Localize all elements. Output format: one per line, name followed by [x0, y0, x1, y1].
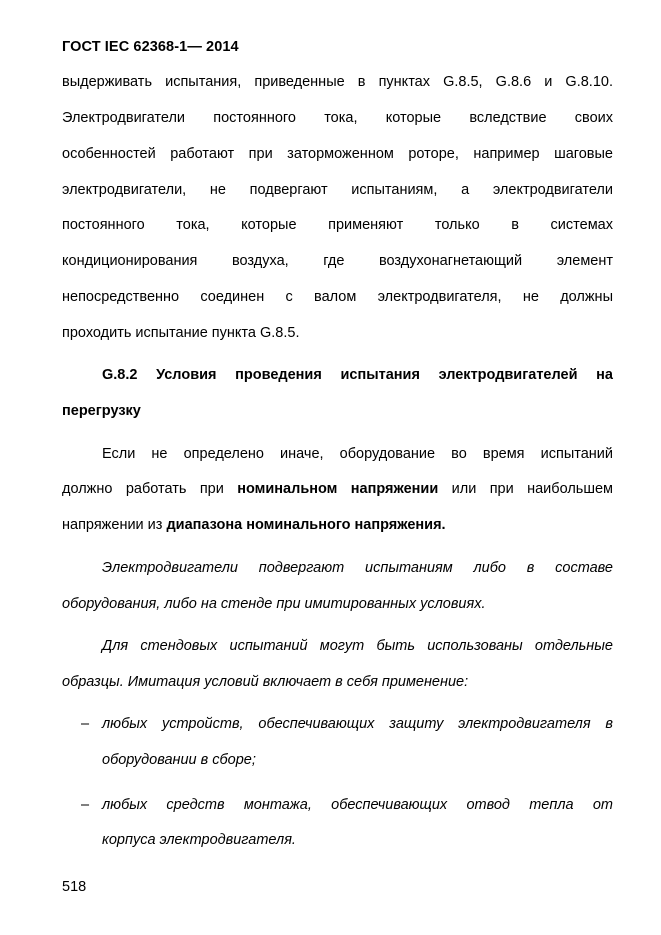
- italic-paragraph-line: Электродвигатели подвергают испытаниям либо в составе: [102, 560, 613, 576]
- list-item-continued: оборудовании в сборе;: [102, 752, 256, 768]
- text-run: напряжении из: [62, 517, 167, 533]
- paragraph-line: выдерживать испытания, приведенные в пунктах G.8.5, G.8.6 и G.8.10.: [62, 74, 613, 90]
- paragraph-line: электродвигатели, не подвергают испытаниям, а электродвигатели: [62, 182, 613, 198]
- paragraph-line: Электродвигатели постоянного тока, которые вследствие своих: [62, 110, 613, 126]
- italic-paragraph-line: Для стендовых испытаний могут быть использованы отдельные: [102, 638, 613, 654]
- paragraph-line: особенностей работают при заторможенном роторе, например шаговые: [62, 146, 613, 162]
- text-run: или при наибольшем: [438, 481, 614, 497]
- paragraph-line: [62, 516, 613, 534]
- document-header: ГОСТ IEC 62368-1— 2014: [62, 39, 239, 55]
- paragraph-line: Если не определено иначе, оборудование во время испытаний: [102, 446, 613, 462]
- list-item-continued: корпуса электродвигателя.: [102, 832, 296, 848]
- defined-term: номинальном напряжении: [237, 481, 439, 497]
- defined-term: диапазона номинального напряжения.: [166, 517, 446, 533]
- list-item: любых устройств, обеспечивающих защиту электродвигателя в: [102, 716, 613, 732]
- paragraph-line: [62, 480, 613, 498]
- section-heading-continued: перегрузку: [62, 403, 141, 419]
- paragraph-line: непосредственно соединен с валом электродвигателя, не должны: [62, 289, 613, 305]
- text-run: должно работать при: [62, 481, 238, 497]
- paragraph-line: кондиционирования воздуха, где воздухонагнетающий элемент: [62, 253, 613, 269]
- list-item: любых средств монтажа, обеспечивающих отвод тепла от: [102, 797, 613, 813]
- list-dash-marker: –: [81, 716, 90, 732]
- italic-paragraph-line: оборудования, либо на стенде при имитированных условиях.: [62, 596, 486, 612]
- list-dash-marker: –: [81, 797, 90, 813]
- page-number: 518: [62, 879, 87, 895]
- section-heading: G.8.2 Условия проведения испытания электродвигателей на: [102, 367, 613, 383]
- paragraph-line: постоянного тока, которые применяют только в системах: [62, 217, 613, 233]
- paragraph-line: проходить испытание пункта G.8.5.: [62, 325, 300, 341]
- italic-paragraph-line: образцы. Имитация условий включает в себя применение:: [62, 674, 469, 690]
